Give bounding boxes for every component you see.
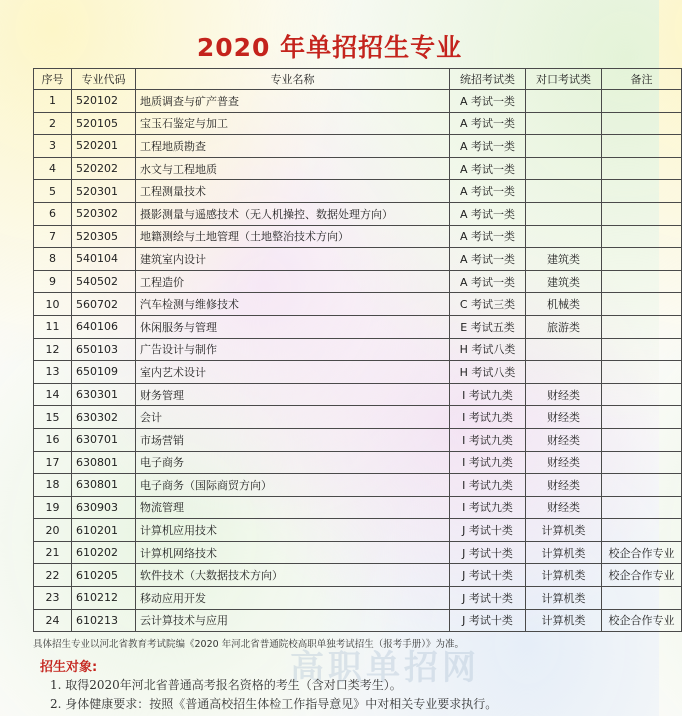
cell-vocational-exam: 财经类 — [526, 451, 602, 474]
cell-index: 9 — [34, 270, 72, 293]
cell-index: 8 — [34, 248, 72, 271]
cell-remark — [602, 383, 682, 406]
cell-general-exam: A 考试一类 — [450, 202, 526, 225]
cell-vocational-exam — [526, 180, 602, 203]
cell-vocational-exam: 财经类 — [526, 474, 602, 497]
cell-major-name: 财务管理 — [136, 383, 450, 406]
cell-vocational-exam: 建筑类 — [526, 248, 602, 271]
cell-remark — [602, 496, 682, 519]
table-row — [34, 293, 682, 316]
table-header-row — [34, 69, 682, 90]
cell-general-exam: A 考试一类 — [450, 90, 526, 113]
cell-code: 520202 — [72, 157, 136, 180]
table-row — [34, 383, 682, 406]
cell-major-name: 工程造价 — [136, 270, 450, 293]
footnote: 具体招生专业以河北省教育考试院编《2020 年河北省普通院校高职单独考试招生（报考手册）》为准。 — [33, 639, 464, 650]
cell-index: 7 — [34, 225, 72, 248]
table-row — [34, 225, 682, 248]
cell-index: 18 — [34, 474, 72, 497]
table-row — [34, 90, 682, 113]
cell-general-exam: I 考试九类 — [450, 406, 526, 429]
cell-vocational-exam: 计算机类 — [526, 564, 602, 587]
cell-code: 520102 — [72, 90, 136, 113]
cell-major-name: 工程地质勘查 — [136, 135, 450, 158]
cell-major-name: 会计 — [136, 406, 450, 429]
cell-vocational-exam: 建筑类 — [526, 270, 602, 293]
cell-index: 6 — [34, 202, 72, 225]
cell-major-name: 云计算技术与应用 — [136, 609, 450, 632]
page-title: 2020 年单招招生专业 — [196, 33, 463, 62]
majors-table — [33, 68, 682, 632]
cell-major-name: 工程测量技术 — [136, 180, 450, 203]
table-row — [34, 474, 682, 497]
cell-code: 650109 — [72, 361, 136, 384]
cell-code: 520305 — [72, 225, 136, 248]
table-row — [34, 451, 682, 474]
cell-vocational-exam — [526, 90, 602, 113]
cell-major-name: 地质调查与矿产普查 — [136, 90, 450, 113]
cell-remark — [602, 519, 682, 542]
cell-remark — [602, 293, 682, 316]
cell-general-exam: H 考试八类 — [450, 361, 526, 384]
column-header: 备注 — [602, 69, 682, 90]
cell-code: 640106 — [72, 315, 136, 338]
cell-vocational-exam — [526, 157, 602, 180]
cell-remark — [602, 587, 682, 610]
cell-code: 650103 — [72, 338, 136, 361]
cell-remark — [602, 135, 682, 158]
cell-index: 19 — [34, 496, 72, 519]
cell-major-name: 移动应用开发 — [136, 587, 450, 610]
cell-index: 17 — [34, 451, 72, 474]
table-row — [34, 135, 682, 158]
cell-general-exam: I 考试九类 — [450, 428, 526, 451]
cell-code: 630701 — [72, 428, 136, 451]
section-title: 招生对象: — [40, 660, 98, 675]
cell-remark — [602, 180, 682, 203]
column-header: 对口考试类 — [526, 69, 602, 90]
cell-index: 13 — [34, 361, 72, 384]
cell-general-exam: J 考试十类 — [450, 519, 526, 542]
cell-major-name: 软件技术（大数据技术方向） — [136, 564, 450, 587]
cell-index: 4 — [34, 157, 72, 180]
cell-major-name: 摄影测量与遥感技术（无人机操控、数据处理方向） — [136, 202, 450, 225]
cell-remark — [602, 406, 682, 429]
cell-remark — [602, 248, 682, 271]
cell-vocational-exam: 财经类 — [526, 428, 602, 451]
cell-remark: 校企合作专业 — [602, 564, 682, 587]
cell-major-name: 电子商务 — [136, 451, 450, 474]
table-row — [34, 609, 682, 632]
cell-remark: 校企合作专业 — [602, 609, 682, 632]
cell-remark — [602, 315, 682, 338]
cell-vocational-exam: 计算机类 — [526, 541, 602, 564]
cell-major-name: 建筑室内设计 — [136, 248, 450, 271]
cell-vocational-exam — [526, 112, 602, 135]
cell-remark — [602, 451, 682, 474]
cell-general-exam: I 考试九类 — [450, 496, 526, 519]
cell-major-name: 广告设计与制作 — [136, 338, 450, 361]
cell-vocational-exam: 财经类 — [526, 496, 602, 519]
cell-code: 540502 — [72, 270, 136, 293]
cell-index: 21 — [34, 541, 72, 564]
cell-remark — [602, 338, 682, 361]
cell-code: 630801 — [72, 474, 136, 497]
cell-vocational-exam: 财经类 — [526, 383, 602, 406]
cell-general-exam: E 考试五类 — [450, 315, 526, 338]
table-row — [34, 519, 682, 542]
cell-index: 22 — [34, 564, 72, 587]
table-row — [34, 361, 682, 384]
cell-general-exam: I 考试九类 — [450, 451, 526, 474]
cell-general-exam: H 考试八类 — [450, 338, 526, 361]
cell-major-name: 水文与工程地质 — [136, 157, 450, 180]
cell-code: 610201 — [72, 519, 136, 542]
cell-index: 20 — [34, 519, 72, 542]
cell-remark — [602, 157, 682, 180]
cell-index: 15 — [34, 406, 72, 429]
table-row — [34, 338, 682, 361]
column-header: 统招考试类 — [450, 69, 526, 90]
cell-general-exam: J 考试十类 — [450, 609, 526, 632]
cell-general-exam: A 考试一类 — [450, 157, 526, 180]
cell-code: 540104 — [72, 248, 136, 271]
cell-vocational-exam: 计算机类 — [526, 519, 602, 542]
cell-code: 610205 — [72, 564, 136, 587]
table-row — [34, 157, 682, 180]
cell-index: 14 — [34, 383, 72, 406]
cell-remark — [602, 428, 682, 451]
cell-vocational-exam — [526, 225, 602, 248]
table-row — [34, 112, 682, 135]
cell-general-exam: A 考试一类 — [450, 180, 526, 203]
table-row — [34, 270, 682, 293]
cell-code: 610202 — [72, 541, 136, 564]
cell-remark — [602, 202, 682, 225]
cell-remark — [602, 90, 682, 113]
cell-code: 520301 — [72, 180, 136, 203]
cell-vocational-exam: 计算机类 — [526, 587, 602, 610]
column-header: 序号 — [34, 69, 72, 90]
cell-index: 2 — [34, 112, 72, 135]
cell-vocational-exam: 机械类 — [526, 293, 602, 316]
cell-index: 12 — [34, 338, 72, 361]
cell-vocational-exam — [526, 361, 602, 384]
cell-major-name: 室内艺术设计 — [136, 361, 450, 384]
cell-index: 3 — [34, 135, 72, 158]
cell-vocational-exam: 财经类 — [526, 406, 602, 429]
table-row — [34, 315, 682, 338]
cell-index: 24 — [34, 609, 72, 632]
cell-code: 630301 — [72, 383, 136, 406]
table-row — [34, 541, 682, 564]
cell-general-exam: I 考试九类 — [450, 383, 526, 406]
cell-major-name: 汽车检测与维修技术 — [136, 293, 450, 316]
watermark: 高职单招网 — [290, 648, 480, 688]
cell-index: 1 — [34, 90, 72, 113]
cell-vocational-exam: 计算机类 — [526, 609, 602, 632]
cell-code: 520302 — [72, 202, 136, 225]
column-header: 专业代码 — [72, 69, 136, 90]
cell-major-name: 计算机网络技术 — [136, 541, 450, 564]
cell-major-name: 电子商务（国际商贸方向） — [136, 474, 450, 497]
cell-code: 520201 — [72, 135, 136, 158]
cell-index: 5 — [34, 180, 72, 203]
cell-vocational-exam — [526, 135, 602, 158]
cell-major-name: 休闲服务与管理 — [136, 315, 450, 338]
cell-general-exam: A 考试一类 — [450, 112, 526, 135]
cell-remark — [602, 112, 682, 135]
cell-vocational-exam — [526, 202, 602, 225]
cell-code: 610213 — [72, 609, 136, 632]
cell-index: 23 — [34, 587, 72, 610]
cell-code: 630302 — [72, 406, 136, 429]
table-body — [34, 90, 682, 632]
cell-major-name: 市场营销 — [136, 428, 450, 451]
cell-major-name: 计算机应用技术 — [136, 519, 450, 542]
cell-general-exam: J 考试十类 — [450, 541, 526, 564]
cell-major-name: 宝玉石鉴定与加工 — [136, 112, 450, 135]
cell-general-exam: A 考试一类 — [450, 248, 526, 271]
cell-code: 520105 — [72, 112, 136, 135]
cell-index: 11 — [34, 315, 72, 338]
cell-vocational-exam — [526, 338, 602, 361]
column-header: 专业名称 — [136, 69, 450, 90]
table-row — [34, 564, 682, 587]
table-row — [34, 202, 682, 225]
cell-remark — [602, 225, 682, 248]
cell-code: 630903 — [72, 496, 136, 519]
cell-general-exam: J 考试十类 — [450, 564, 526, 587]
cell-remark — [602, 270, 682, 293]
table-row — [34, 428, 682, 451]
cell-remark — [602, 474, 682, 497]
cell-general-exam: A 考试一类 — [450, 270, 526, 293]
table-row — [34, 248, 682, 271]
cell-general-exam: A 考试一类 — [450, 135, 526, 158]
cell-general-exam: C 考试三类 — [450, 293, 526, 316]
cell-code: 560702 — [72, 293, 136, 316]
cell-code: 610212 — [72, 587, 136, 610]
cell-major-name: 地籍测绘与土地管理（土地整治技术方向） — [136, 225, 450, 248]
condition-item: 2. 身体健康要求：按照《普通高校招生体检工作指导意见》中对相关专业要求执行。 — [50, 697, 498, 711]
cell-general-exam: J 考试十类 — [450, 587, 526, 610]
cell-code: 630801 — [72, 451, 136, 474]
table-row — [34, 587, 682, 610]
cell-general-exam: I 考试九类 — [450, 474, 526, 497]
table-row — [34, 496, 682, 519]
table-row — [34, 406, 682, 429]
condition-item: 1. 取得2020年河北省普通高考报名资格的考生（含对口类考生）。 — [50, 678, 402, 692]
cell-index: 16 — [34, 428, 72, 451]
table-row — [34, 180, 682, 203]
cell-remark: 校企合作专业 — [602, 541, 682, 564]
cell-vocational-exam: 旅游类 — [526, 315, 602, 338]
cell-remark — [602, 361, 682, 384]
cell-index: 10 — [34, 293, 72, 316]
cell-general-exam: A 考试一类 — [450, 225, 526, 248]
cell-major-name: 物流管理 — [136, 496, 450, 519]
